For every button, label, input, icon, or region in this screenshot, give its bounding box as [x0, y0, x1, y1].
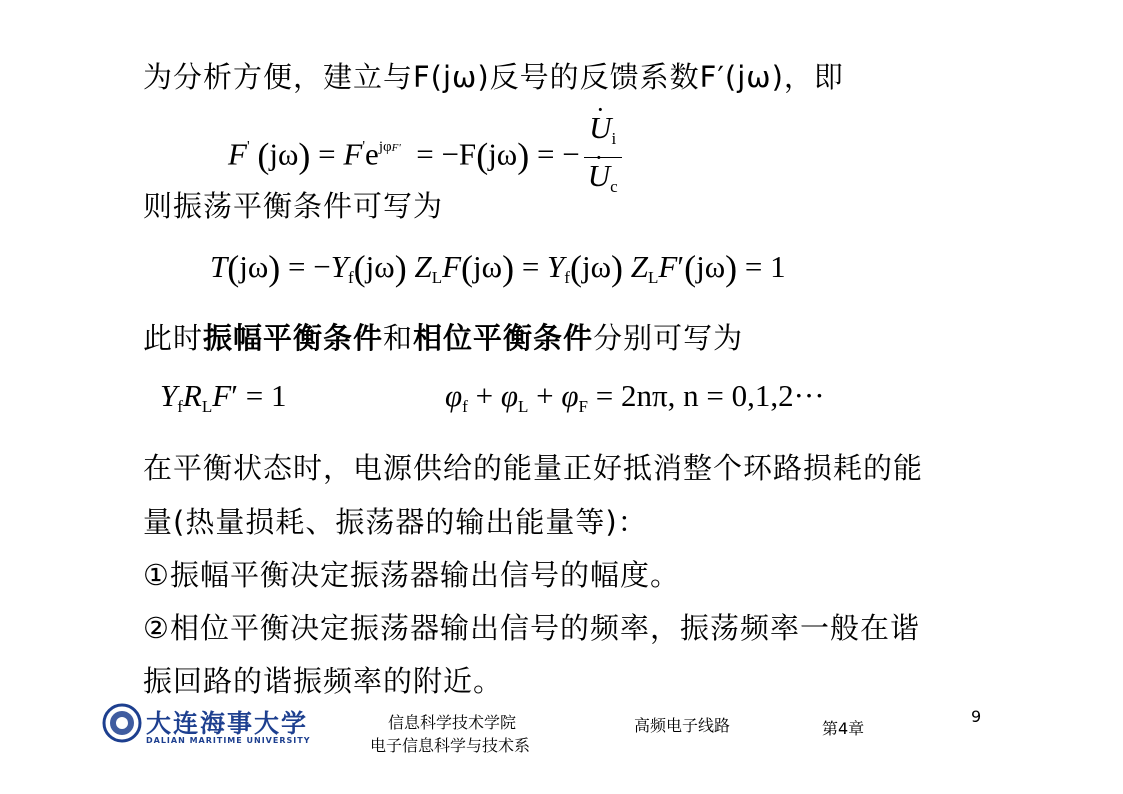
z-symbol-2: Z — [630, 249, 648, 284]
exp-power: jφ — [378, 138, 392, 155]
denominator-u: · U — [588, 158, 610, 193]
jw-6: jω — [581, 249, 611, 284]
jw-2: jω — [488, 136, 518, 172]
paragraph-line-2: 量(热量损耗、振荡器的输出能量等)： — [143, 505, 648, 539]
neg-sign: = − — [536, 136, 580, 172]
item-1: ①振幅平衡决定振荡器输出信号的幅度。 — [143, 558, 680, 592]
amp-y-sub: f — [177, 397, 183, 416]
jw-4: jω — [365, 249, 395, 284]
z-symbol-1: Z — [414, 249, 432, 284]
phase-rhs: = 2nπ, n = 0,1,2··· — [595, 378, 825, 413]
voltage-ratio — [584, 110, 622, 205]
phi-1: φ — [445, 378, 463, 413]
course-name: 高频电子线路 — [634, 716, 731, 735]
z-sub-1: L — [431, 268, 443, 287]
formula-2: $T(j\omega) = -Y_f(j\omega) Z_LF(j\omega) = Y_f(j\omega) Z_LF'(j\omega) = 1$ — [210, 248, 786, 288]
dept-line-2: 电子信息科学与技术系 — [370, 736, 531, 755]
numerator-u: · U — [589, 110, 611, 145]
both-conditions — [143, 316, 743, 357]
t-symbol: T — [210, 249, 228, 284]
phi-sub-l: L — [517, 397, 529, 416]
phi-3: φ — [561, 378, 579, 413]
y-sub-1: f — [348, 268, 354, 287]
paragraph-line-1: 在平衡状态时，电源供给的能量正好抵消整个环路损耗的能 — [143, 451, 924, 485]
logo-en: DALIAN MARITIME UNIVERSITY — [146, 736, 311, 745]
f-prime-symbol: F — [228, 136, 247, 172]
numerator-sub: i — [611, 129, 617, 148]
denominator-sub: c — [610, 177, 618, 196]
jw-1: jω — [269, 136, 299, 172]
university-seal-icon — [102, 703, 142, 743]
chapter: 第4章 — [822, 719, 865, 738]
exp-e: e — [365, 136, 379, 172]
formula-1: F' $(j\omega) = F'e^{j\varphi F'} = -F(j\omega)$ = − · $U_i$ · $U_c$ — [228, 110, 622, 205]
item-2-line-1: ②相位平衡决定振荡器输出信号的频率，振荡频率一般在谐 — [143, 611, 920, 645]
item-2-line-2: 振回路的谐振频率的附近。 — [143, 664, 504, 698]
f-symbol-1: F — [442, 249, 462, 284]
jw-3: jω — [239, 249, 269, 284]
conditions-and: 和 — [383, 321, 414, 355]
amp-condition-label: 振幅平衡条件 — [203, 321, 384, 355]
amp-r-sub: L — [201, 397, 213, 416]
page-number: 9 — [971, 707, 982, 726]
logo-cn: 大连海事大学 — [146, 709, 309, 738]
y-symbol-1: Y — [330, 249, 348, 284]
phi-2: φ — [500, 378, 518, 413]
y-sub-2: f — [564, 268, 570, 287]
neg-f: = −F — [416, 136, 477, 172]
phi-sub-f: f — [462, 397, 468, 416]
jw-7: jω — [696, 249, 726, 284]
phi-sub-f-cap: F — [578, 397, 588, 416]
amp-rhs: = 1 — [245, 378, 287, 413]
one: 1 — [770, 249, 786, 284]
phase-formula: $\varphi_f + \varphi_L + \varphi_F = 2n\pi$, n = 0,1,2··· — [445, 378, 825, 416]
amp-y: Y — [160, 378, 178, 413]
conditions-suffix: 分别可写为 — [593, 321, 744, 355]
exp-power-sub: F' — [391, 141, 401, 154]
intro-text: 为分析方便，建立与F(jω)反号的反馈系数F′(jω)，即 — [143, 60, 844, 94]
dept-line-1: 信息科学技术学院 — [388, 713, 517, 732]
jw-5: jω — [473, 249, 503, 284]
condition-intro: 则振荡平衡条件可写为 — [143, 189, 444, 223]
amplitude-formula: $Y_fR_LF' = 1$ — [160, 378, 287, 416]
z-sub-2: L — [648, 268, 659, 287]
y-symbol-2: Y — [547, 249, 565, 284]
f-symbol-2: F — [658, 249, 678, 284]
phase-condition-label: 相位平衡条件 — [413, 321, 594, 355]
amp-f: F — [212, 378, 232, 413]
conditions-prefix: 此时 — [143, 321, 204, 355]
